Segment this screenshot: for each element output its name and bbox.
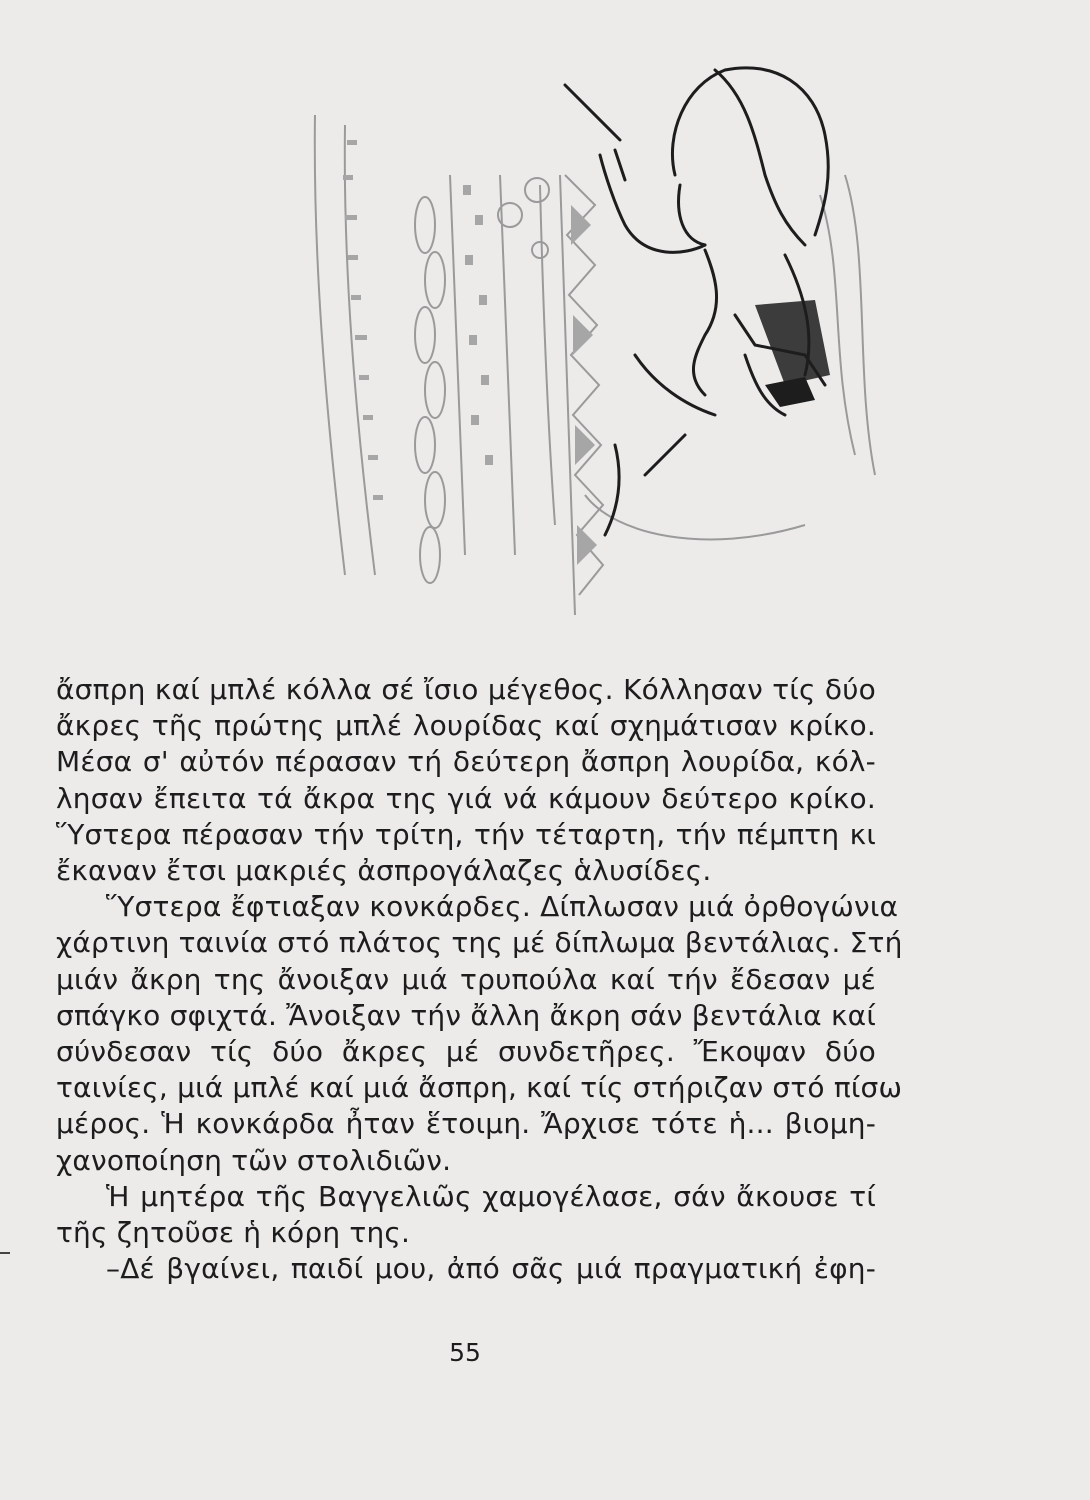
- text-line: ταινίες, μιά μπλέ καί μιά ἄσπρη, καί τίς στήριζαν στό πίσω: [56, 1071, 903, 1105]
- paragraph-1: [56, 672, 876, 889]
- text-line: τῆς ζητοῦσε ἡ κόρη της.: [56, 1216, 411, 1250]
- text-line: ἄκρες τῆς πρώτης μπλέ λουρίδας καί σχημάτισαν κρίκο.: [56, 709, 876, 743]
- page-number: 55: [449, 1338, 481, 1367]
- text-line: ἄσπρη καί μπλέ κόλλα σέ ἴσιο μέγεθος. Κόλλησαν τίς δύο: [56, 673, 876, 706]
- text-line: Ἡ μητέρα τῆς Βαγγελιῶς χαμογέλασε, σάν ἄκουσε τί: [106, 1179, 876, 1213]
- text-line: Ὕστερα πέρασαν τήν τρίτη, τήν τέταρτη, τήν πέμπτη κι: [56, 817, 876, 851]
- paragraph-2: [56, 889, 903, 1179]
- margin-mark: [0, 1252, 10, 1254]
- text-line: σπάγκο σφιχτά. Ἄνοιξαν τήν ἄλλη ἄκρη σάν βεντάλια καί: [56, 998, 876, 1032]
- paragraph-4: [56, 1251, 876, 1287]
- text-line: Ὕστερα ἔφτιαξαν κονκάρδες. Δίπλωσαν μιά ὀρθογώνια: [106, 890, 899, 924]
- body-text: [56, 672, 903, 1287]
- text-line: ἔκαναν ἔτσι μακριές ἀσπρογάλαζες ἁλυσίδες.: [56, 854, 712, 888]
- paragraph-3: [56, 1179, 876, 1251]
- text-line: μέρος. Ἡ κονκάρδα ἦταν ἕτοιμη. Ἄρχισε τότε ἡ... βιομη-: [56, 1107, 876, 1141]
- text-line: χανοποίηση τῶν στολιδιῶν.: [56, 1143, 452, 1177]
- text-line: χάρτινη ταινία στό πλάτος της μέ δίπλωμα βεντάλιας. Στή: [56, 926, 903, 960]
- text-line: –Δέ βγαίνει, παιδί μου, ἀπό σᾶς μιά πραγματική ἐφη-: [106, 1252, 876, 1286]
- text-line: Μέσα σ' αὐτόν πέρασαν τή δεύτερη ἄσπρη λουρίδα, κόλ-: [56, 745, 876, 779]
- text-line: λησαν ἔπειτα τά ἄκρα της γιά νά κάμουν δεύτερο κρίκο.: [56, 781, 876, 815]
- text-line: σύνδεσαν τίς δύο ἄκρες μέ συνδετῆρες. Ἔκοψαν δύο: [56, 1035, 876, 1069]
- text-line: μιάν ἄκρη της ἄνοιξαν μιά τρυπούλα καί τήν ἔδεσαν μέ: [56, 962, 876, 996]
- girl-decorating-with-paper-chains-drawing: [285, 55, 885, 615]
